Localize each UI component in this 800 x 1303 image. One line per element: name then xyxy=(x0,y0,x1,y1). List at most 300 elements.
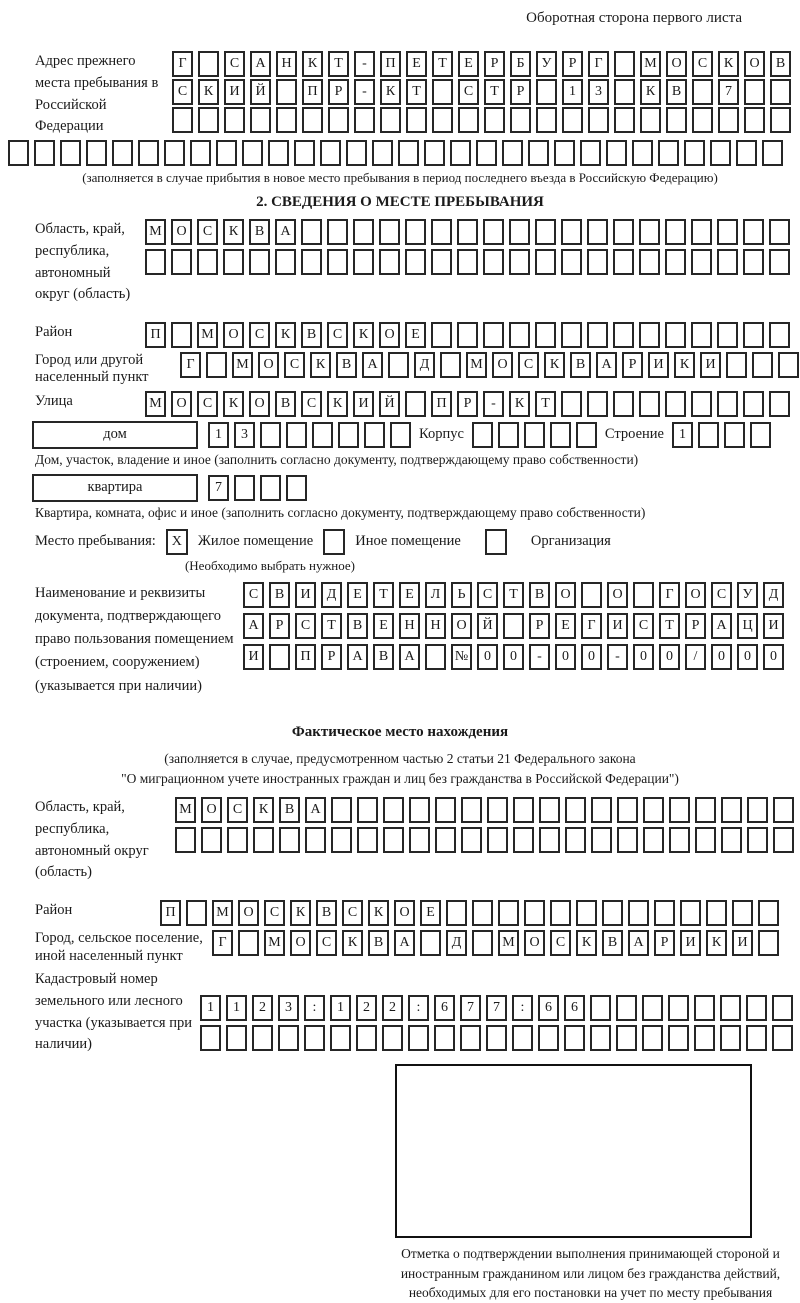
char-box[interactable] xyxy=(432,79,453,105)
char-box[interactable]: О xyxy=(666,51,687,77)
char-box[interactable] xyxy=(198,51,219,77)
char-box[interactable] xyxy=(498,900,519,926)
house-type-field[interactable]: дом xyxy=(32,421,198,449)
char-box[interactable]: В xyxy=(570,352,591,378)
char-box[interactable]: Г xyxy=(212,930,233,956)
char-box[interactable] xyxy=(633,582,654,608)
char-box[interactable] xyxy=(665,391,686,417)
char-box[interactable] xyxy=(484,107,505,133)
char-box[interactable] xyxy=(34,140,55,166)
char-box[interactable]: Р xyxy=(269,613,290,639)
char-box[interactable]: Г xyxy=(659,582,680,608)
char-box[interactable] xyxy=(668,1025,689,1051)
char-box[interactable]: Е xyxy=(555,613,576,639)
char-box[interactable] xyxy=(538,1025,559,1051)
char-box[interactable] xyxy=(483,322,504,348)
char-box[interactable] xyxy=(539,827,560,853)
char-box[interactable] xyxy=(483,219,504,245)
char-box[interactable]: В xyxy=(316,900,337,926)
char-box[interactable] xyxy=(353,219,374,245)
char-box[interactable] xyxy=(772,995,793,1021)
char-box[interactable]: К xyxy=(310,352,331,378)
char-box[interactable]: Р xyxy=(622,352,643,378)
char-box[interactable]: И xyxy=(680,930,701,956)
char-box[interactable] xyxy=(383,827,404,853)
char-box[interactable]: Е xyxy=(406,51,427,77)
char-box[interactable]: 3 xyxy=(588,79,609,105)
char-box[interactable] xyxy=(269,644,290,670)
char-box[interactable]: А xyxy=(347,644,368,670)
char-box[interactable] xyxy=(268,140,289,166)
char-box[interactable]: П xyxy=(160,900,181,926)
char-box[interactable] xyxy=(680,900,701,926)
char-box[interactable]: К xyxy=(253,797,274,823)
char-box[interactable]: К xyxy=(368,900,389,926)
char-box[interactable] xyxy=(472,422,493,448)
char-box[interactable]: Р xyxy=(654,930,675,956)
char-box[interactable] xyxy=(328,107,349,133)
char-box[interactable]: К xyxy=(674,352,695,378)
char-box[interactable]: К xyxy=(342,930,363,956)
char-box[interactable] xyxy=(666,107,687,133)
char-box[interactable] xyxy=(483,249,504,275)
char-box[interactable]: А xyxy=(275,219,296,245)
char-box[interactable] xyxy=(312,422,333,448)
char-box[interactable] xyxy=(224,107,245,133)
char-box[interactable] xyxy=(562,107,583,133)
char-box[interactable]: Т xyxy=(484,79,505,105)
char-box[interactable]: 7 xyxy=(486,995,507,1021)
char-box[interactable]: С xyxy=(550,930,571,956)
char-box[interactable] xyxy=(639,219,660,245)
char-box[interactable] xyxy=(420,930,441,956)
char-box[interactable]: 7 xyxy=(718,79,739,105)
char-box[interactable] xyxy=(424,140,445,166)
char-box[interactable] xyxy=(717,219,738,245)
char-box[interactable] xyxy=(706,900,727,926)
char-box[interactable]: А xyxy=(394,930,415,956)
char-box[interactable] xyxy=(206,352,227,378)
char-box[interactable] xyxy=(498,422,519,448)
char-box[interactable] xyxy=(536,79,557,105)
checkbox-residential[interactable]: X xyxy=(166,529,188,555)
char-box[interactable] xyxy=(640,107,661,133)
char-box[interactable] xyxy=(590,995,611,1021)
char-box[interactable]: 1 xyxy=(672,422,693,448)
char-box[interactable] xyxy=(353,249,374,275)
char-box[interactable]: С xyxy=(692,51,713,77)
char-box[interactable]: К xyxy=(223,391,244,417)
char-box[interactable] xyxy=(431,322,452,348)
char-box[interactable]: - xyxy=(607,644,628,670)
char-box[interactable]: Р xyxy=(529,613,550,639)
char-box[interactable] xyxy=(747,797,768,823)
char-box[interactable]: Е xyxy=(420,900,441,926)
char-box[interactable] xyxy=(294,140,315,166)
char-box[interactable] xyxy=(406,107,427,133)
char-box[interactable]: К xyxy=(353,322,374,348)
char-box[interactable]: С xyxy=(477,582,498,608)
char-box[interactable]: И xyxy=(353,391,374,417)
checkbox-organization[interactable] xyxy=(485,529,507,555)
char-box[interactable]: О xyxy=(171,219,192,245)
char-box[interactable] xyxy=(769,322,790,348)
char-box[interactable] xyxy=(513,827,534,853)
char-box[interactable]: О xyxy=(201,797,222,823)
char-box[interactable] xyxy=(581,582,602,608)
char-box[interactable]: Р xyxy=(685,613,706,639)
char-box[interactable]: С xyxy=(711,582,732,608)
char-box[interactable]: Р xyxy=(510,79,531,105)
char-box[interactable] xyxy=(694,995,715,1021)
char-box[interactable]: А xyxy=(250,51,271,77)
char-box[interactable] xyxy=(616,1025,637,1051)
char-box[interactable] xyxy=(330,1025,351,1051)
char-box[interactable] xyxy=(665,219,686,245)
char-box[interactable] xyxy=(554,140,575,166)
char-box[interactable] xyxy=(658,140,679,166)
char-box[interactable] xyxy=(60,140,81,166)
char-box[interactable] xyxy=(275,249,296,275)
char-box[interactable] xyxy=(476,140,497,166)
char-box[interactable] xyxy=(536,107,557,133)
char-box[interactable]: О xyxy=(685,582,706,608)
char-box[interactable]: И xyxy=(607,613,628,639)
char-box[interactable] xyxy=(668,995,689,1021)
char-box[interactable]: С xyxy=(327,322,348,348)
char-box[interactable] xyxy=(773,797,794,823)
char-box[interactable] xyxy=(665,322,686,348)
char-box[interactable] xyxy=(614,107,635,133)
char-box[interactable]: - xyxy=(354,51,375,77)
char-box[interactable]: 0 xyxy=(711,644,732,670)
char-box[interactable] xyxy=(539,797,560,823)
apartment-type-field[interactable]: квартира xyxy=(32,474,198,502)
char-box[interactable]: О xyxy=(394,900,415,926)
char-box[interactable] xyxy=(457,322,478,348)
char-box[interactable] xyxy=(691,249,712,275)
char-box[interactable] xyxy=(550,422,571,448)
char-box[interactable] xyxy=(743,391,764,417)
char-box[interactable]: 3 xyxy=(234,422,255,448)
char-box[interactable] xyxy=(747,827,768,853)
char-box[interactable] xyxy=(752,352,773,378)
char-box[interactable]: М xyxy=(498,930,519,956)
char-box[interactable]: 0 xyxy=(659,644,680,670)
char-box[interactable] xyxy=(286,475,307,501)
char-box[interactable]: И xyxy=(700,352,721,378)
char-box[interactable] xyxy=(405,249,426,275)
char-box[interactable] xyxy=(458,107,479,133)
char-box[interactable]: А xyxy=(628,930,649,956)
char-box[interactable] xyxy=(642,1025,663,1051)
char-box[interactable]: Ь xyxy=(451,582,472,608)
char-box[interactable] xyxy=(145,249,166,275)
char-box[interactable]: 7 xyxy=(208,475,229,501)
char-box[interactable]: В xyxy=(368,930,389,956)
char-box[interactable] xyxy=(746,995,767,1021)
char-box[interactable] xyxy=(305,827,326,853)
char-box[interactable]: К xyxy=(576,930,597,956)
char-box[interactable]: А xyxy=(305,797,326,823)
char-box[interactable] xyxy=(643,827,664,853)
char-box[interactable] xyxy=(639,249,660,275)
char-box[interactable] xyxy=(357,797,378,823)
char-box[interactable] xyxy=(632,140,653,166)
char-box[interactable] xyxy=(565,827,586,853)
char-box[interactable]: : xyxy=(512,995,533,1021)
char-box[interactable]: К xyxy=(275,322,296,348)
char-box[interactable]: Т xyxy=(406,79,427,105)
char-box[interactable]: В xyxy=(279,797,300,823)
char-box[interactable] xyxy=(503,613,524,639)
char-box[interactable] xyxy=(524,422,545,448)
char-box[interactable]: С xyxy=(342,900,363,926)
char-box[interactable]: Г xyxy=(581,613,602,639)
char-box[interactable]: В xyxy=(301,322,322,348)
char-box[interactable] xyxy=(550,900,571,926)
char-box[interactable] xyxy=(461,797,482,823)
char-box[interactable] xyxy=(186,900,207,926)
char-box[interactable] xyxy=(486,1025,507,1051)
char-box[interactable]: С xyxy=(249,322,270,348)
char-box[interactable]: И xyxy=(243,644,264,670)
char-box[interactable] xyxy=(590,1025,611,1051)
char-box[interactable]: 3 xyxy=(278,995,299,1021)
char-box[interactable]: С xyxy=(633,613,654,639)
char-box[interactable] xyxy=(561,391,582,417)
char-box[interactable] xyxy=(576,900,597,926)
char-box[interactable] xyxy=(769,391,790,417)
char-box[interactable] xyxy=(435,827,456,853)
char-box[interactable]: В xyxy=(373,644,394,670)
char-box[interactable] xyxy=(616,995,637,1021)
char-box[interactable]: О xyxy=(451,613,472,639)
char-box[interactable]: В xyxy=(666,79,687,105)
char-box[interactable] xyxy=(617,827,638,853)
char-box[interactable] xyxy=(450,140,471,166)
char-box[interactable]: Р xyxy=(562,51,583,77)
char-box[interactable] xyxy=(770,79,791,105)
char-box[interactable] xyxy=(628,900,649,926)
char-box[interactable] xyxy=(720,1025,741,1051)
char-box[interactable] xyxy=(669,827,690,853)
char-box[interactable] xyxy=(379,249,400,275)
char-box[interactable]: А xyxy=(399,644,420,670)
char-box[interactable] xyxy=(580,140,601,166)
char-box[interactable]: И xyxy=(732,930,753,956)
char-box[interactable] xyxy=(223,249,244,275)
char-box[interactable] xyxy=(561,249,582,275)
char-box[interactable] xyxy=(587,249,608,275)
char-box[interactable]: К xyxy=(544,352,565,378)
char-box[interactable] xyxy=(721,827,742,853)
char-box[interactable]: А xyxy=(711,613,732,639)
char-box[interactable]: Г xyxy=(180,352,201,378)
char-box[interactable]: 0 xyxy=(555,644,576,670)
char-box[interactable] xyxy=(388,352,409,378)
char-box[interactable] xyxy=(691,322,712,348)
char-box[interactable]: 6 xyxy=(434,995,455,1021)
char-box[interactable] xyxy=(717,322,738,348)
char-box[interactable] xyxy=(773,827,794,853)
char-box[interactable] xyxy=(770,107,791,133)
char-box[interactable]: 2 xyxy=(382,995,403,1021)
char-box[interactable] xyxy=(613,249,634,275)
char-box[interactable]: Р xyxy=(457,391,478,417)
char-box[interactable] xyxy=(614,79,635,105)
char-box[interactable]: О xyxy=(379,322,400,348)
char-box[interactable] xyxy=(198,107,219,133)
char-box[interactable]: А xyxy=(596,352,617,378)
char-box[interactable] xyxy=(535,322,556,348)
char-box[interactable]: 2 xyxy=(252,995,273,1021)
char-box[interactable]: М xyxy=(175,797,196,823)
char-box[interactable] xyxy=(331,827,352,853)
char-box[interactable] xyxy=(379,219,400,245)
char-box[interactable]: Р xyxy=(484,51,505,77)
char-box[interactable] xyxy=(435,797,456,823)
char-box[interactable] xyxy=(565,797,586,823)
char-box[interactable]: К xyxy=(509,391,530,417)
char-box[interactable] xyxy=(524,900,545,926)
char-box[interactable] xyxy=(613,322,634,348)
char-box[interactable]: С xyxy=(197,391,218,417)
char-box[interactable]: К xyxy=(706,930,727,956)
char-box[interactable] xyxy=(260,475,281,501)
char-box[interactable] xyxy=(614,51,635,77)
char-box[interactable] xyxy=(587,322,608,348)
char-box[interactable] xyxy=(743,219,764,245)
char-box[interactable] xyxy=(398,140,419,166)
char-box[interactable] xyxy=(276,107,297,133)
char-box[interactable]: О xyxy=(171,391,192,417)
char-box[interactable]: М xyxy=(212,900,233,926)
char-box[interactable] xyxy=(356,1025,377,1051)
char-box[interactable]: В xyxy=(602,930,623,956)
char-box[interactable] xyxy=(509,249,530,275)
char-box[interactable] xyxy=(357,827,378,853)
char-box[interactable]: К xyxy=(198,79,219,105)
char-box[interactable] xyxy=(304,1025,325,1051)
char-box[interactable] xyxy=(405,391,426,417)
char-box[interactable]: И xyxy=(224,79,245,105)
char-box[interactable]: С xyxy=(224,51,245,77)
char-box[interactable] xyxy=(564,1025,585,1051)
char-box[interactable]: К xyxy=(640,79,661,105)
char-box[interactable]: С xyxy=(295,613,316,639)
char-box[interactable] xyxy=(249,249,270,275)
char-box[interactable]: 0 xyxy=(503,644,524,670)
char-box[interactable] xyxy=(227,827,248,853)
char-box[interactable]: О xyxy=(524,930,545,956)
char-box[interactable] xyxy=(86,140,107,166)
char-box[interactable]: Е xyxy=(405,322,426,348)
char-box[interactable]: С xyxy=(243,582,264,608)
char-box[interactable] xyxy=(665,249,686,275)
char-box[interactable] xyxy=(431,219,452,245)
char-box[interactable] xyxy=(587,219,608,245)
char-box[interactable] xyxy=(279,827,300,853)
char-box[interactable] xyxy=(460,1025,481,1051)
char-box[interactable] xyxy=(613,219,634,245)
char-box[interactable] xyxy=(695,827,716,853)
char-box[interactable] xyxy=(382,1025,403,1051)
char-box[interactable] xyxy=(253,827,274,853)
char-box[interactable] xyxy=(327,249,348,275)
char-box[interactable]: А xyxy=(243,613,264,639)
char-box[interactable]: 0 xyxy=(633,644,654,670)
char-box[interactable]: 2 xyxy=(356,995,377,1021)
char-box[interactable]: О xyxy=(223,322,244,348)
char-box[interactable] xyxy=(561,219,582,245)
char-box[interactable]: К xyxy=(223,219,244,245)
char-box[interactable]: 0 xyxy=(477,644,498,670)
char-box[interactable] xyxy=(769,219,790,245)
char-box[interactable]: М xyxy=(264,930,285,956)
char-box[interactable] xyxy=(331,797,352,823)
char-box[interactable]: М xyxy=(197,322,218,348)
char-box[interactable] xyxy=(717,249,738,275)
char-box[interactable] xyxy=(327,219,348,245)
char-box[interactable] xyxy=(710,140,731,166)
char-box[interactable]: О xyxy=(555,582,576,608)
char-box[interactable] xyxy=(642,995,663,1021)
char-box[interactable] xyxy=(613,391,634,417)
char-box[interactable]: О xyxy=(744,51,765,77)
char-box[interactable] xyxy=(461,827,482,853)
char-box[interactable] xyxy=(502,140,523,166)
char-box[interactable]: В xyxy=(249,219,270,245)
char-box[interactable]: С xyxy=(264,900,285,926)
char-box[interactable] xyxy=(513,797,534,823)
char-box[interactable]: Д xyxy=(414,352,435,378)
char-box[interactable] xyxy=(744,79,765,105)
char-box[interactable] xyxy=(260,422,281,448)
char-box[interactable] xyxy=(278,1025,299,1051)
char-box[interactable] xyxy=(669,797,690,823)
char-box[interactable] xyxy=(692,79,713,105)
char-box[interactable] xyxy=(726,352,747,378)
char-box[interactable]: : xyxy=(408,995,429,1021)
char-box[interactable] xyxy=(380,107,401,133)
char-box[interactable] xyxy=(528,140,549,166)
char-box[interactable]: Т xyxy=(659,613,680,639)
char-box[interactable] xyxy=(201,827,222,853)
char-box[interactable]: 6 xyxy=(564,995,585,1021)
char-box[interactable] xyxy=(750,422,771,448)
char-box[interactable]: Р xyxy=(328,79,349,105)
char-box[interactable] xyxy=(320,140,341,166)
char-box[interactable] xyxy=(354,107,375,133)
char-box[interactable] xyxy=(431,249,452,275)
char-box[interactable] xyxy=(758,900,779,926)
char-box[interactable]: П xyxy=(302,79,323,105)
char-box[interactable] xyxy=(138,140,159,166)
char-box[interactable]: - xyxy=(483,391,504,417)
char-box[interactable] xyxy=(457,249,478,275)
char-box[interactable] xyxy=(509,322,530,348)
char-box[interactable] xyxy=(691,219,712,245)
char-box[interactable] xyxy=(535,249,556,275)
char-box[interactable] xyxy=(338,422,359,448)
char-box[interactable]: Л xyxy=(425,582,446,608)
char-box[interactable] xyxy=(769,249,790,275)
char-box[interactable] xyxy=(606,140,627,166)
char-box[interactable] xyxy=(200,1025,221,1051)
char-box[interactable] xyxy=(197,249,218,275)
char-box[interactable] xyxy=(698,422,719,448)
